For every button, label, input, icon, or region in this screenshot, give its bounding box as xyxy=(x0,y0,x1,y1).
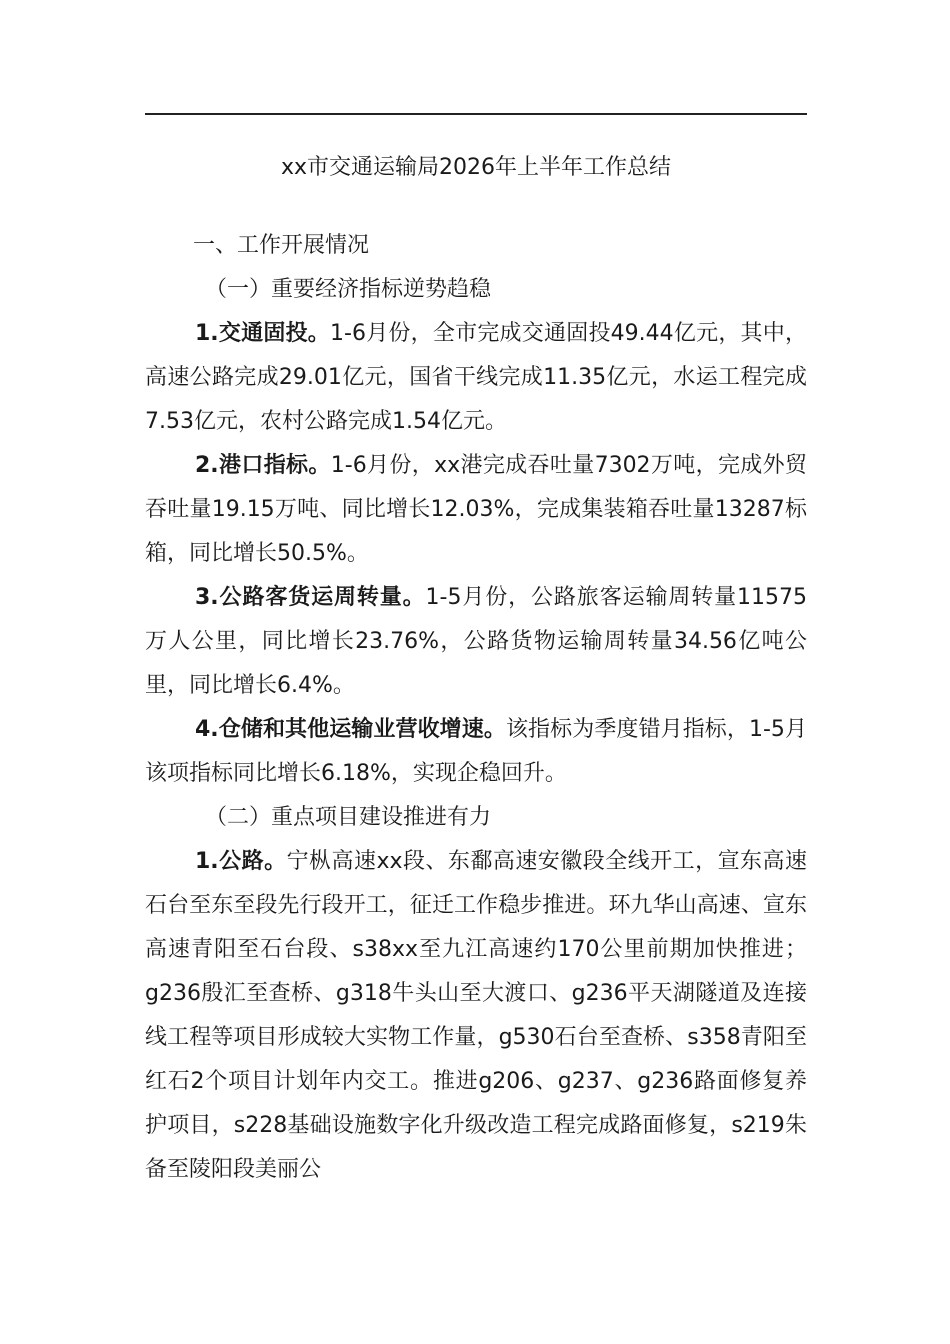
paragraph-investment xyxy=(145,312,807,444)
paragraph-port xyxy=(145,444,807,576)
paragraph-lead: 3.公路客货运周转量。 xyxy=(195,585,426,610)
paragraph-text: 1-6月份，xx港完成吞吐量7302万吨，完成外贸吞吐量19.15万吨、同比增长12.03%，完成集装箱吞吐量13287标箱，同比增长50.5%。 xyxy=(145,453,807,566)
paragraph-lead: 1.公路。 xyxy=(195,849,287,874)
paragraph-lead: 4.仓储和其他运输业营收增速。 xyxy=(195,717,506,742)
subsection-heading-2: （二）重点项目建设推进有力 xyxy=(205,805,492,830)
paragraph-lead: 1.交通固投。 xyxy=(195,321,331,346)
document-title: xx市交通运输局2026年上半年工作总结 xyxy=(280,155,672,180)
paragraph-text: 该指标为季度错月指标，1-5月该项指标同比增长6.18%，实现企稳回升。 xyxy=(145,717,807,786)
paragraph-highways xyxy=(145,840,807,1192)
section-heading-1: 一、工作开展情况 xyxy=(193,233,370,258)
paragraph-lead: 2.港口指标。 xyxy=(195,453,331,478)
paragraph-text: 1-5月份，公路旅客运输周转量11575万人公里，同比增长23.76%，公路货物运输周转量34.56亿吨公里，同比增长6.4%。 xyxy=(145,585,807,698)
paragraph-road-transport xyxy=(145,576,807,708)
paragraph-text: 宁枞高速xx段、东鄱高速安徽段全线开工，宣东高速石台至东至段先行段开工，征迁工作稳步推进。环九华山高速、宣东高速青阳至石台段、s38xx至九江高速约170公里前期加快推进；g236殷汇至查桥、g318牛头山至大渡口、g236平天湖隧道及连接线工程等项目形成较大实物工作量，g530石台至查桥、s358青阳至红石2个项目计划年内交工。推进g206、g237、g236路面修复养护项目，s228基础设施数字化升级改造工程完成路面修复，s219朱备至陵阳段美丽公 xyxy=(145,849,807,1182)
header-rule xyxy=(145,113,807,115)
paragraph-warehousing xyxy=(145,708,807,796)
paragraph-text: 1-6月份，全市完成交通固投49.44亿元，其中，高速公路完成29.01亿元，国省干线完成11.35亿元，水运工程完成7.53亿元，农村公路完成1.54亿元。 xyxy=(145,321,808,434)
subsection-heading-1: （一）重要经济指标逆势趋稳 xyxy=(205,277,492,302)
document-body xyxy=(145,224,807,1192)
